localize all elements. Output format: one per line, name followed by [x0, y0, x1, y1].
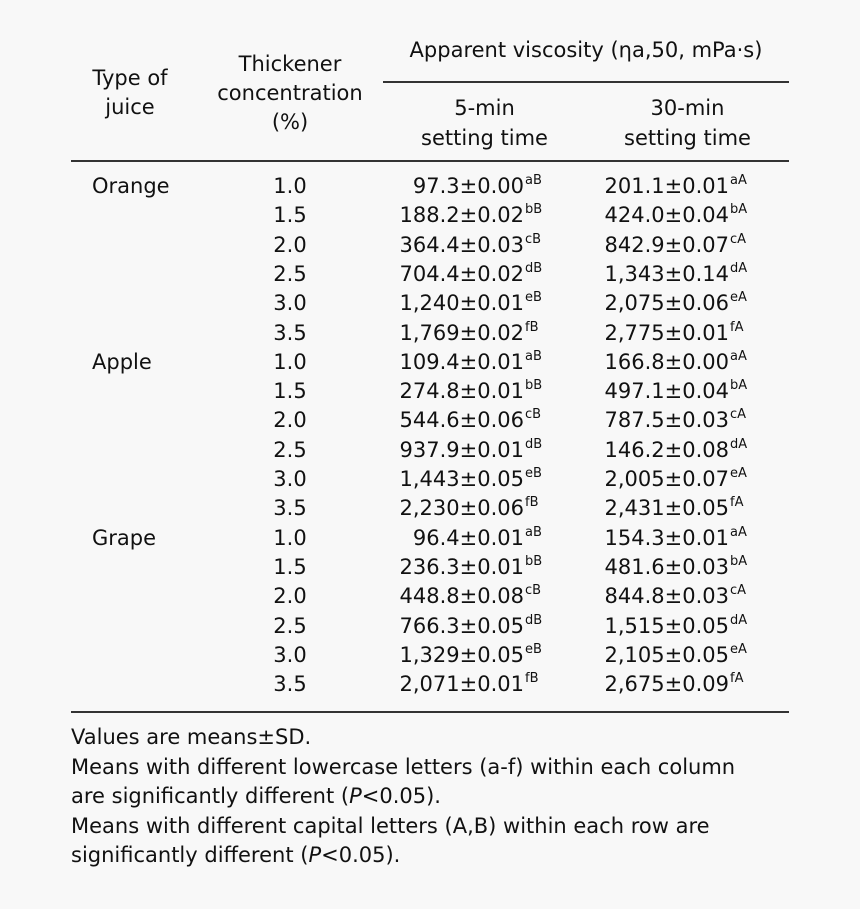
value: 109.4±0.01	[399, 349, 524, 374]
concentration: 2.0	[273, 584, 307, 609]
value: 424.0±0.04	[604, 203, 729, 228]
significance-letters: fB	[525, 319, 539, 335]
significance-letters: eA	[730, 641, 747, 657]
table-row	[0, 291, 860, 320]
value: 844.8±0.03	[604, 584, 729, 609]
value: 2,230±0.06	[399, 496, 524, 521]
table-row	[0, 496, 860, 525]
value: 1,769±0.02	[399, 320, 524, 345]
table-row	[0, 643, 860, 672]
concentration: 3.0	[273, 467, 307, 491]
viscosity-30min	[605, 174, 750, 198]
significance-letters: eA	[730, 290, 747, 306]
viscosity-5min	[413, 174, 545, 198]
viscosity-30min	[605, 379, 750, 403]
significance-letters: aB	[525, 524, 542, 540]
juice-type: Grape	[92, 525, 157, 550]
viscosity-5min	[400, 233, 545, 257]
value: 96.4±0.01	[412, 525, 524, 550]
viscosity-5min	[400, 614, 545, 638]
concentration: 3.5	[273, 496, 307, 521]
table-bottom-rule	[71, 711, 789, 713]
significance-letters: aB	[525, 348, 542, 364]
header-apparent-viscosity: Apparent viscosity (ηa,50, mPa·s)	[409, 38, 763, 62]
concentration: 2.5	[273, 613, 307, 638]
value: 1,515±0.05	[604, 613, 729, 638]
viscosity-30min	[605, 614, 750, 638]
significance-letters: fA	[730, 671, 744, 687]
header-bottom-rule	[71, 160, 789, 162]
value: 2,775±0.01	[604, 320, 729, 345]
value: 274.8±0.01	[399, 379, 524, 404]
footnote-line: Values are means±SD.	[71, 725, 312, 749]
header-text: (%)	[271, 110, 309, 134]
significance-letters: dA	[730, 260, 748, 276]
viscosity-30min	[605, 233, 750, 257]
table-row	[0, 672, 860, 701]
significance-letters: fB	[525, 671, 539, 687]
viscosity-5min	[400, 379, 545, 403]
viscosity-5min	[400, 350, 545, 374]
viscosity-5min	[400, 321, 545, 345]
header-text: juice	[105, 95, 155, 119]
value: 1,443±0.05	[399, 467, 524, 491]
significance-letters: cB	[525, 407, 542, 423]
viscosity-30min	[605, 467, 750, 491]
concentration: 3.0	[273, 642, 307, 667]
header-text: 5-min	[454, 96, 515, 120]
viscosity-5min	[400, 496, 545, 520]
significance-letters: fA	[730, 495, 744, 511]
significance-letters: cB	[525, 583, 542, 599]
table-row	[0, 203, 860, 232]
value: 2,071±0.01	[399, 672, 524, 697]
table-row	[0, 526, 860, 555]
table-row	[0, 584, 860, 613]
footnote-line: significantly different (P<0.05).	[71, 843, 401, 867]
viscosity-30min	[605, 350, 750, 374]
significance-letters: eA	[730, 466, 747, 481]
significance-letters: bB	[525, 202, 543, 218]
viscosity-30min	[605, 496, 750, 520]
value: 766.3±0.05	[399, 613, 524, 638]
viscosity-5min	[400, 408, 545, 432]
header-divider	[383, 81, 789, 83]
header-text: setting time	[624, 126, 751, 150]
viscosity-30min	[605, 672, 750, 696]
value: 154.3±0.01	[604, 525, 729, 550]
significance-letters: dB	[525, 260, 543, 276]
viscosity-30min	[605, 321, 750, 345]
value: 201.1±0.01	[604, 174, 729, 198]
value: 544.6±0.06	[399, 408, 524, 433]
header-text: 30-min	[650, 96, 725, 120]
value: 842.9±0.07	[604, 232, 729, 257]
concentration: 2.5	[273, 437, 307, 462]
value: 2,075±0.06	[604, 291, 729, 316]
significance-letters: cB	[525, 231, 542, 247]
footnote-line: Means with different lowercase letters (a-f) within each column	[71, 754, 736, 779]
value: 1,240±0.01	[399, 291, 524, 316]
value: 166.8±0.00	[604, 349, 729, 374]
significance-letters: dB	[525, 436, 543, 452]
viscosity-30min	[605, 203, 750, 227]
header-thickener-concentration	[200, 50, 380, 137]
viscosity-30min	[605, 555, 750, 579]
value: 448.8±0.08	[399, 584, 524, 609]
juice-type: Orange	[92, 174, 170, 198]
value: 97.3±0.00	[412, 174, 524, 198]
significance-letters: dA	[730, 436, 748, 452]
viscosity-5min	[400, 555, 545, 579]
significance-letters: dA	[730, 612, 748, 628]
significance-letters: eB	[525, 290, 542, 306]
table-row	[0, 350, 860, 379]
significance-letters: eB	[525, 641, 542, 657]
concentration: 3.5	[273, 320, 307, 345]
value: 704.4±0.02	[399, 261, 524, 286]
table-row	[0, 408, 860, 437]
concentration: 1.5	[273, 379, 307, 404]
value: 787.5±0.03	[604, 408, 729, 433]
value: 2,105±0.05	[604, 642, 729, 667]
significance-letters: cA	[730, 231, 747, 247]
viscosity-30min	[605, 584, 750, 608]
significance-letters: bB	[525, 378, 543, 394]
viscosity-5min	[400, 584, 545, 608]
header-text: Thickener	[238, 52, 342, 76]
footnote-line: are significantly different (P<0.05).	[71, 784, 441, 808]
table-row	[0, 262, 860, 291]
significance-letters: dB	[525, 612, 543, 628]
header-30min	[586, 93, 789, 153]
header-text: Type of	[92, 66, 168, 90]
viscosity-5min	[400, 203, 545, 227]
viscosity-30min	[605, 643, 750, 667]
table-row	[0, 467, 860, 496]
table-row	[0, 438, 860, 467]
value: 497.1±0.04	[604, 379, 729, 404]
significance-letters: aA	[730, 524, 747, 540]
value: 1,329±0.05	[399, 642, 524, 667]
table-row	[0, 555, 860, 584]
significance-letters: bB	[525, 553, 543, 569]
significance-letters: bA	[730, 378, 748, 394]
value: 1,343±0.14	[604, 261, 729, 286]
significance-letters: aA	[730, 348, 747, 364]
significance-letters: fA	[730, 319, 744, 335]
concentration: 1.0	[273, 525, 307, 550]
viscosity-30min	[605, 408, 750, 432]
viscosity-5min	[400, 643, 545, 667]
significance-letters: fB	[525, 495, 539, 511]
significance-letters: eB	[525, 466, 542, 481]
viscosity-5min	[400, 262, 545, 286]
viscosity-30min	[605, 262, 750, 286]
viscosity-30min	[605, 291, 750, 315]
significance-letters: bA	[730, 202, 748, 218]
concentration: 1.0	[273, 349, 307, 374]
concentration: 3.5	[273, 672, 307, 697]
header-text: setting time	[421, 126, 548, 150]
viscosity-5min	[413, 526, 545, 550]
concentration: 1.5	[273, 554, 307, 579]
table-row	[0, 321, 860, 350]
header-5min	[383, 93, 586, 153]
footnote-line: Means with different capital letters (A,B) within each row are	[71, 813, 710, 838]
value: 2,005±0.07	[604, 467, 729, 491]
concentration: 1.5	[273, 203, 307, 228]
value: 236.3±0.01	[399, 554, 524, 579]
table-row	[0, 614, 860, 643]
viscosity-30min	[605, 438, 750, 462]
value: 937.9±0.01	[399, 437, 524, 462]
value: 481.6±0.03	[604, 554, 729, 579]
value: 2,431±0.05	[604, 496, 729, 521]
value: 188.2±0.02	[399, 203, 524, 228]
viscosity-5min	[400, 291, 545, 315]
value: 364.4±0.03	[399, 232, 524, 257]
table-row	[0, 379, 860, 408]
value: 146.2±0.08	[604, 437, 729, 462]
table-row	[0, 174, 860, 203]
viscosity-5min	[400, 438, 545, 462]
concentration: 2.5	[273, 261, 307, 286]
significance-letters: aA	[730, 173, 747, 188]
header-type-of-juice	[70, 64, 190, 122]
concentration: 2.0	[273, 232, 307, 257]
significance-letters: cA	[730, 407, 747, 423]
concentration: 3.0	[273, 291, 307, 316]
value: 2,675±0.09	[604, 672, 729, 697]
concentration: 2.0	[273, 408, 307, 433]
viscosity-5min	[400, 467, 545, 491]
juice-type: Apple	[92, 349, 152, 374]
significance-letters: aB	[525, 173, 542, 188]
concentration: 1.0	[273, 174, 307, 198]
significance-letters: cA	[730, 583, 747, 599]
table-row	[0, 233, 860, 262]
header-text: concentration	[217, 81, 363, 105]
viscosity-5min	[400, 672, 545, 696]
viscosity-30min	[605, 526, 750, 550]
significance-letters: bA	[730, 553, 748, 569]
